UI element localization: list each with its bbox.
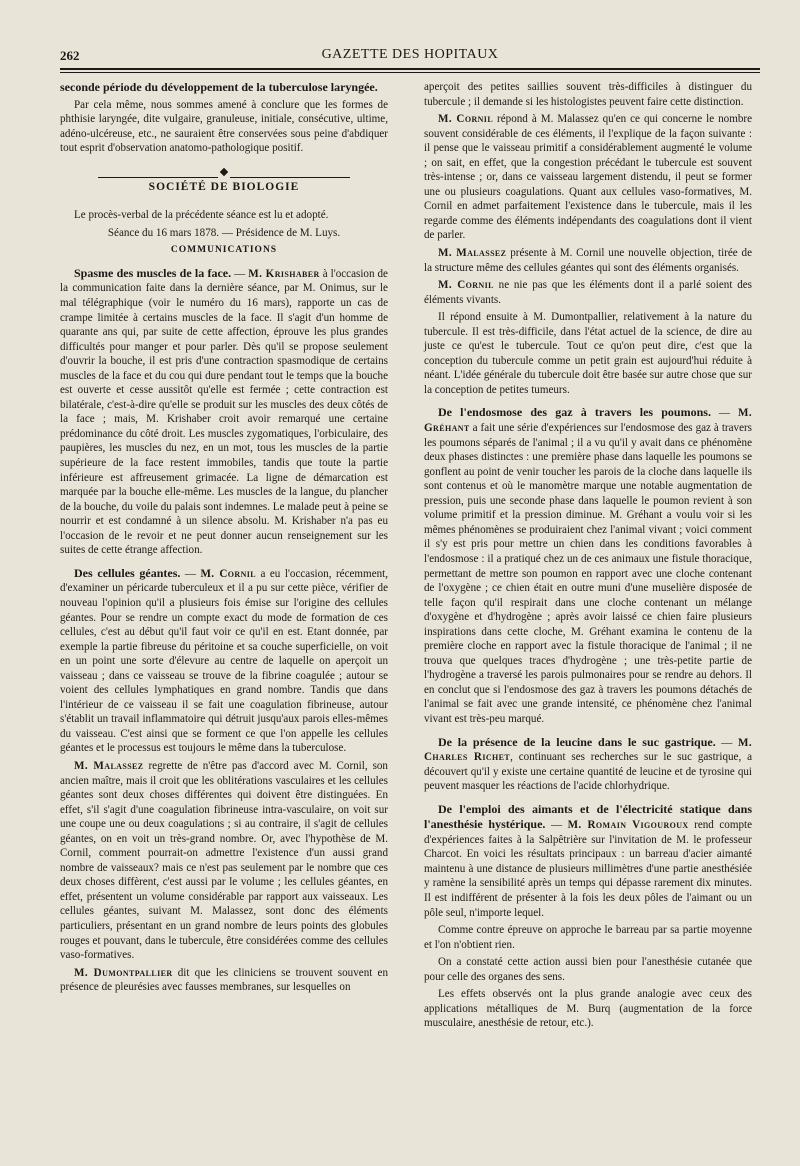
article-aimants: De l'emploi des aimants et de l'électricité statique dans l'anesthésie hystérique. — M. Romain Vigouroux rend compte d'expériences faites à la Salpêtrière sur l'invitation de M. le professeur Charcot. En voici les résultats principaux : un barreau d'acier aimanté maintenu à une distance de plusieurs millimètres d'une partie anesthésiée y ramène la sensibilité après un temps qui dépasse rarement dix minutes. Il est indifférent de présenter à la fois les deux pôles de l'aimant ou un pôle seul, n'importe lequel. [424,801,753,919]
author: M. Charles Richet [424,736,752,764]
page-header [60,44,760,70]
right-column [424,80,752,1034]
paragraph: Il répond ensuite à M. Dumontpallier, relativement à la nature du tubercule. Il est très-difficile, dans l'état actuel de la science, de dire au juste ce qu'est le tubercule. Tout ce qu'on peut dire, c'est que la conception du tubercule comme un petit grain est aujourd'hui réduite à néant. L'idée générale du tubercule doit être basée sur autre chose que sur la conception de petites tumeurs. [424,311,752,396]
page-number: 262 [60,48,80,63]
article-title: Des cellules géantes. [74,565,181,580]
author: M. Krishaber [248,267,320,280]
author: M. Cornil [438,279,494,292]
article-text: rend compte d'expériences faites à la Salpêtrière sur l'invitation de M. le professeur Charcot. En voici les résultats principaux : un barreau d'acier aimanté maintenu à une distance de plusieurs millimètres d'une partie anesthésiée y ramène la sensibilité après un temps qui dépasse rarement dix minutes. Il est indifférent de présenter à la fois les deux pôles de l'aimant ou un pôle seul, n'importe lequel. [424,819,753,919]
article-text: a eu l'occasion, récemment, d'examiner un péricarde tuberculeux et il a pu sur cette pièce, vérifier de nouveau l'opinion qu'il a plusieurs fois émise sur l'origine des cellules géantes. Pour se rendre un compte exact du mode de formation de ces cellules, c'est au début qu'il faut voir ce qu'il en est. Etant donnée, par exemple la partie fibreuse du péritoine et sa couche superficielle, on voit en un point une sorte d'élevure au centre de laquelle on aperçoit un vaisseau ; dans ce vaisseau se trouve de la fibrine coagulée ; autour se voient des cellules lymphatiques en grand nombre. Tandis que dans l'intérieur de ce vaisseau il se fait une coagulation fibrineuse, autour s'établit un travail inflammatoire qui détruit jusqu'aux parois elles-mêmes du vaisseau. C'est ainsi que se forment ce que l'on appelle les cellules géantes et le processus est toujours le même dans la tuberculose. [60,567,389,755]
journal-title: GAZETTE DES HOPITAUX [321,47,499,62]
article-title: De l'emploi des aimants et de l'électricité statique dans l'anesthésie hystérique. [424,801,752,832]
left-column [60,80,388,998]
paragraph-text: présente à M. Cornil une nouvelle objection, tirée de la structure même des cellules géantes qui sont des éléments organisés. [424,247,752,274]
author: M. Gréhant [424,407,753,435]
header-rule-thin [60,72,760,73]
paragraph: aperçoit des petites saillies souvent très-difficiles à distinguer du tubercule ; il demande si les histologistes peuvent faire cette distinction. [424,81,752,108]
author: M. Malassez [438,247,507,260]
article-endosmose: De l'endosmose des gaz à travers les poumons. — M. Gréhant a fait une série d'expériences sur l'endosmose des gaz à travers les poumons séparés de l'animal ; il a vu qu'il y avait dans ce phénomène deux phases distinctes : une première phase dans laquelle les poumons se gonflent au point de venir toucher les parois de la cloche dans laquelle ils sont contenus et où le manomètre marque une notable augmentation de pression, puis une seconde phase dans laquelle le poumon revient à son volume primitif et la pression diminue. M. Gréhant a voulu voir si les mêmes phénomènes se produiraient chez l'animal vivant ; voici comment il s'y est pris pour mettre un chien dans les conditions favorables à l'endosmose : il a pratiqué chez un de ces animaux une fistule thoracique, permettant de mettre son poumon en rapport avec une cloche contenant de l'oxygène ; ce chien était en outre muni d'une muselière disposée de telle façon qu'il respirait dans une cloche contenant un mélange d'oxygène et d'hydrogène ; après avoir laissé ce chien faire plusieurs inspirations dans cette cloche, M. Gréhant examina le contenu de la première cloche en rapport avec la fistule thoracique de l'animal ; il ne trouva que quelques traces d'hydrogène ; une très-petite partie de l'hydrogène a traversé les parois pulmonaires pour se rendre au dehors. Il en conclut que si l'endosmose des gaz à travers les poumons détachés de l'animal se fait avec une grande intensité, ce phénomène chez l'animal vivant est très-peu marqué. [424,405,753,725]
paragraph: On a constaté cette action aussi bien pour l'anesthésie cutanée que pour celle des organes des sens. [424,956,752,983]
paragraph [424,112,752,243]
paragraph-text: répond à M. Malassez qu'en ce qui concerne le nombre souvent considérable de ces éléments, il l'explique de la façon suivante : il pense que le vaisseau primitif a considérablement augmenté le volume ; on sait, en effet, que la congestion précédant le tubercule est souvent très-intense ; or, dans ce vaisseau largement distendu, il peut se former une ou plusieurs coagulations. Quant aux cellules vaso-formatives, M. Cornil en admet parfaitement l'existence dans le tubercule, mais il les regarde comme des éléments indépendants des coagulations dont il vient de parler. [424,113,752,242]
article-title: Spasme des muscles de la face. [74,265,232,280]
author: M. Romain Vigouroux [567,819,689,832]
paragraph [60,966,388,995]
article-cellules: Des cellules géantes. — M. Cornil a eu l'occasion, récemment, d'examiner un péricarde tuberculeux et il a pu sur cette pièce, vérifier de nouveau l'opinion qu'il a plusieurs fois émise sur l'origine des cellules géantes. Pour se rendre un compte exact du mode de formation de ces cellules, c'est au début qu'il faut voir ce qu'il en est. Etant donnée, par exemple la partie fibreuse du péritoine et sa couche superficielle, on voit en un point une sorte d'élevure au centre de laquelle on aperçoit un vaisseau ; dans ce vaisseau se trouve de la fibrine coagulée ; autour se voient des cellules lymphatiques en grand nombre. Tandis que dans l'intérieur de ce vaisseau il se fait une coagulation fibrineuse, autour s'établit un travail inflammatoire qui détruit jusqu'aux parois elles-mêmes du vaisseau. C'est ainsi que se forment ce que l'on appelle les cellules géantes et le processus est toujours le même dans la tuberculose. [60,565,389,755]
session-line: Séance du 16 mars 1878. — Présidence de M. Luys. [107,226,341,239]
paragraph: Par cela même, nous sommes amené à conclure que les formes de phthisie laryngée, dite vulgaire, granuleuse, initiale, consécutive, ultime, adéno-ulcéreuse, etc., ne sauraient être conservées sous peine d'abdiquer tout esprit d'observation anatomo-pathologique positif. [60,98,388,155]
author: M. Cornil [438,113,494,126]
article-leucine: De la présence de la leucine dans le suc gastrique. — M. Charles Richet, continuant ses recherches sur le suc gastrique, a découvert qu'il y existe une certaine quantité de leucine et de tyrosine qui peuvent masquer les réactions de l'acide chlorhydrique. [424,734,752,793]
article-title: De l'endosmose des gaz à travers les poumons. [438,405,711,420]
article-text: a fait une série d'expériences sur l'endosmose des gaz à travers les poumons séparés de l'animal ; il a vu qu'il y avait dans ce phénomène deux phases distinctes : une première phase dans laquelle les poumons se gonflent au point de venir toucher les parois de la cloche dans laquelle ils sont contenus et où le manomètre marque une notable augmentation de pression, puis une seconde phase dans laquelle le poumon revient à son volume primitif et la pression diminue. M. Gréhant a voulu voir si les mêmes phénomènes se produiraient chez l'animal vivant ; voici comment il s'y est pris pour mettre un chien dans les conditions favorables à l'endosmose : il a pratiqué chez un de ces animaux une fistule thoracique, permettant de mettre son poumon en rapport avec une cloche contenant de l'oxygène ; ce chien était en outre muni d'une muselière disposée de telle façon qu'il respirait dans une cloche contenant un mélange d'oxygène et d'hydrogène ; après avoir laissé ce chien faire plusieurs inspirations dans cette cloche, M. Gréhant examina le contenu de la première cloche en rapport avec la fistule thoracique de l'animal ; il ne trouva que quelques traces d'hydrogène ; une très-petite partie de l'hydrogène a traversé les parois pulmonaires pour se rendre au dehors. Il en conclut que si l'endosmose des gaz à travers les poumons détachés de l'animal se fait avec une grande intensité, ce phénomène chez l'animal vivant est très-peu marqué. [424,422,752,725]
paragraph: Comme contre épreuve on approche le barreau par sa partie moyenne et l'on n'obtient rien. [424,924,752,951]
header-rule [60,68,760,70]
paragraph: Les effets observés ont la plus grande analogie avec ceux des applications métalliques de M. Burq (augmentation de la force musculaire, anesthésie de retour, etc.). [424,988,752,1030]
article-text: , continuant ses recherches sur le suc gastrique, a découvert qu'il y existe une certaine quantité de leucine et de tyrosine qui peuvent masquer les réactions de l'acide chlorhydrique. [424,751,752,793]
paragraph-text: regrette de n'être pas d'accord avec M. Cornil, son ancien maître, mais il croit que les oblitérations vasculaires et les cellules géantes sont deux choses différentes qui doivent être distinguées. En effet, s'il s'agit d'une coagulation fibrineuse intra-vasculaire, on voit sur une coupe une ou deux coagulations ; si au contraire, il s'agit de cellules géantes, on en voit un très-grand nombre. Or, avec l'hypothèse de M. Cornil, comment pourrait-on admettre l'existence d'un aussi grand nombre de vaisseaux? mais ce n'est pas seulement par le nombre que ces deux choses diffèrent, c'est aussi par le volume ; les cellules géantes, en effet, présentent un volume considérable par rapport aux vaisseaux. Les cellules géantes, suivant M. Malassez, sont donc des éléments particuliers, présentant en un grand nombre de leurs points des globules rouges et pouvant, dans le tubercule, être considérées comme des cellules vaso-formatives. [60,759,388,962]
paragraph: seconde période du développement de la tuberculose laryngée. [60,80,378,94]
communications-heading: COMMUNICATIONS [170,245,278,256]
article-text: à l'occasion de la communication faite dans la dernière séance, par M. Onimus, sur le mal télégraphique (voir le numéro du 16 mars), rapporte un cas de crampe limitée à certains muscles de la face. Il s'agit d'un homme de quarante ans qui, par suite de cette affection, éprouve les plus grandes difficultés pour manger et pour parler. Dès qu'il se propose seulement d'ouvrir la bouche, il est pris d'une contraction spasmodique de certains muscles de la face et du cou qui dure pendant tout le temps que la bouche est ouverte et cesse aussitôt qu'elle est fermée ; cette contraction est bilatérale, c'est-à-dire qu'elle se produit sur les muscles des deux côtés de la face ; mais, M. Krishaber croit avoir remarqué une certaine prédominance du côté droit. Les muscles zygomatiques, l'orbiculaire, des paupières, les muscles du nez, en un mot, tous les muscles de la partie supérieure de la face restent immobiles, tandis que toute la partie inférieure est affreusement grimacée. La ligne de démarcation est marquée par la bouche elle-même. Les muscles de la langue, du plancher de la bouche, du voile du palais sont indemnes. Le malade peut à peine se nourrir et est condamné à un silence absolu. M. Krishaber n'a pas eu l'occasion de le revoir et ne peut donner aucun renseignement sur les suites de cette étrange affection. [60,267,388,557]
article-title: De la présence de la leucine dans le suc gastrique. [438,734,716,749]
paragraph [424,246,752,275]
article-spasme: Spasme des muscles de la face. — M. Krishaber à l'occasion de la communication faite dans la dernière séance, par M. Onimus, sur le mal télégraphique (voir le numéro du 16 mars), rapporte un cas de crampe limitée à certains muscles de la face. Il s'agit d'un homme de quarante ans qui, par suite de cette affection, éprouve les plus grandes difficultés pour manger et pour parler. Dès qu'il se propose seulement d'ouvrir la bouche, il est pris d'une contraction spasmodique de certains muscles de la face et du cou qui dure pendant tout le temps que la bouche est ouverte et cesse aussitôt qu'elle est fermée ; cette contraction est bilatérale, c'est-à-dire qu'elle se produit sur les muscles des deux côtés de la face ; mais, M. Krishaber croit avoir remarqué une certaine prédominance du côté droit. Les muscles zygomatiques, l'orbiculaire, des paupières, les muscles du nez, en un mot, tous les muscles de la partie supérieure de la face restent immobiles, tandis que toute la partie inférieure est affreusement grimacée. La ligne de démarcation est marquée par la bouche elle-même. Les muscles de la langue, du plancher de la bouche, du voile du palais sont indemnes. Le malade peut à peine se nourrir et est condamné à un silence absolu. M. Krishaber n'a pas eu l'occasion de le revoir et ne peut donner aucun renseignement sur les suites de cette étrange affection. [60,265,388,557]
paragraph-text: ne nie pas que les éléments dont il a parlé soient des éléments vivants. [424,279,752,306]
paragraph [424,278,752,307]
section-ornament [60,162,388,174]
society-title: SOCIÉTÉ DE BIOLOGIE [148,180,300,193]
author: M. Dumontpallier [74,966,173,979]
author: M. Cornil [200,567,256,580]
paragraph [60,759,388,963]
paragraph: Le procès-verbal de la précédente séance est lu et adopté. [74,209,329,222]
author: M. Malassez [74,759,144,772]
paragraph-text: dit que les cliniciens se trouvent souvent en présence de pleurésies avec fausses membranes, sur lesquelles on [60,966,389,994]
